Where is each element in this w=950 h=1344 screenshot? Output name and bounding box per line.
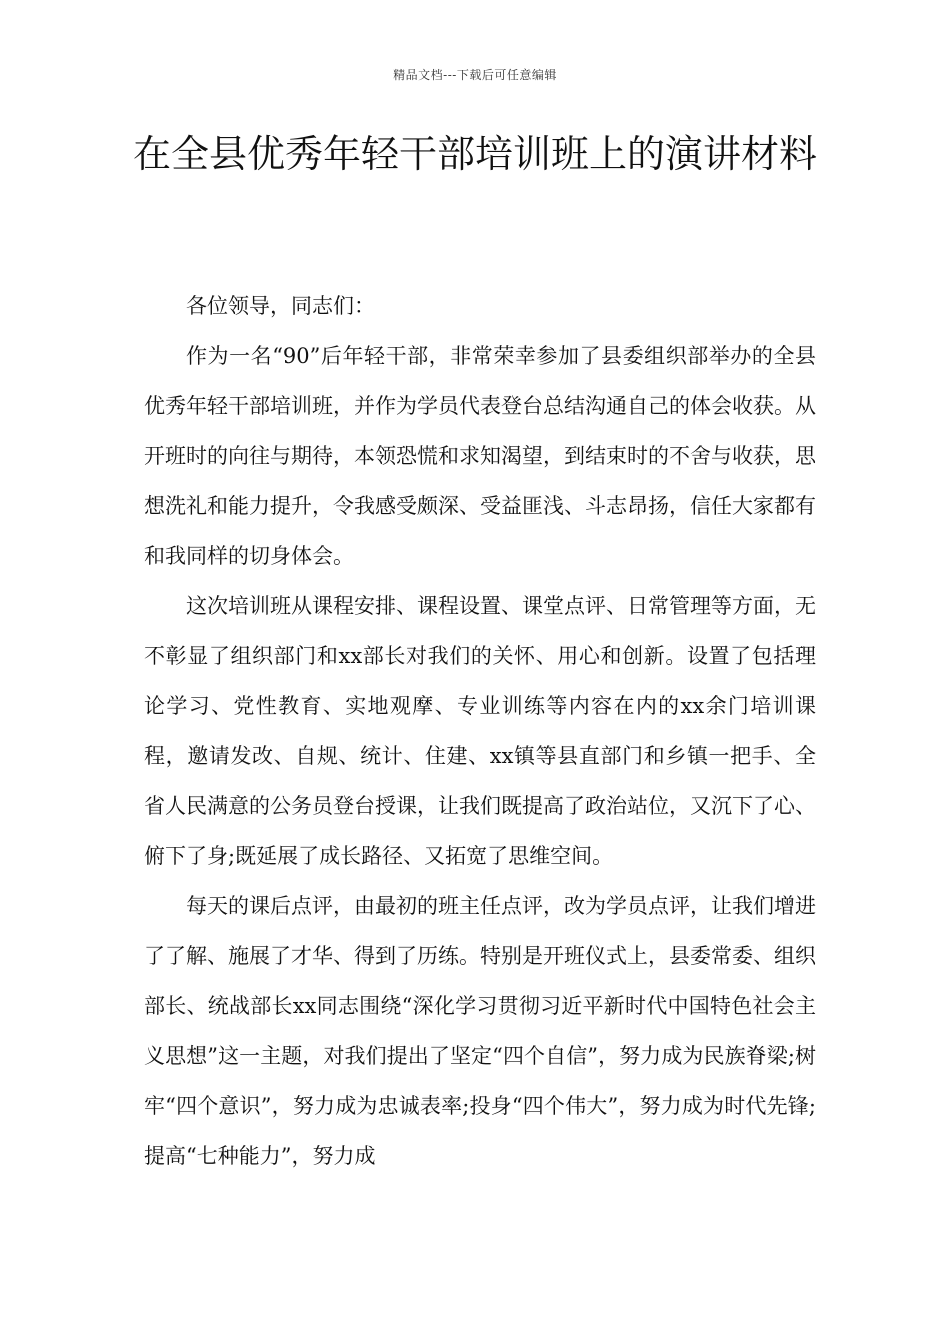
body-paragraph: 作为一名“90”后年轻干部，非常荣幸参加了县委组织部举办的全县优秀年轻干部培训班，并作为学员代表登台总结沟通自己的体会收获。从开班时的向往与期待，本领恐慌和求知渴望，到结束时的不舍与收获，思想洗礼和能力提升，令我感受颇深、受益匪浅、斗志昂扬，信任大家都有和我同样的切身体会。	[144, 344, 816, 568]
header-note: 精品文档---下载后可任意编辑	[393, 68, 557, 82]
salutation-paragraph: 各位领导，同志们：	[186, 294, 375, 318]
body-paragraph: 每天的课后点评，由最初的班主任点评，改为学员点评，让我们增进了了解、施展了才华、得到了历练。特别是开班仪式上，县委常委、组织部长、统战部长xx同志围绕“深化学习贯彻习近平新时代中国特色社会主义思想”这一主题，对我们提出了坚定“四个自信”，努力成为民族脊梁;树牢“四个意识”，努力成为忠诚表率;投身“四个伟大”，努力成为时代先锋;提高“七种能力”，努力成	[144, 894, 816, 1168]
document-body	[144, 281, 816, 1181]
body-paragraph: 这次培训班从课程安排、课程设置、课堂点评、日常管理等方面，无不彰显了组织部门和xx部长对我们的关怀、用心和创新。设置了包括理论学习、党性教育、实地观摩、专业训练等内容在内的xx余门培训课程，邀请发改、自规、统计、住建、xx镇等县直部门和乡镇一把手、全省人民满意的公务员登台授课，让我们既提高了政治站位，又沉下了心、俯下了身;既延展了成长路径、又拓宽了思维空间。	[144, 594, 816, 868]
document-title: 在全县优秀年轻干部培训班上的演讲材料	[132, 132, 817, 176]
